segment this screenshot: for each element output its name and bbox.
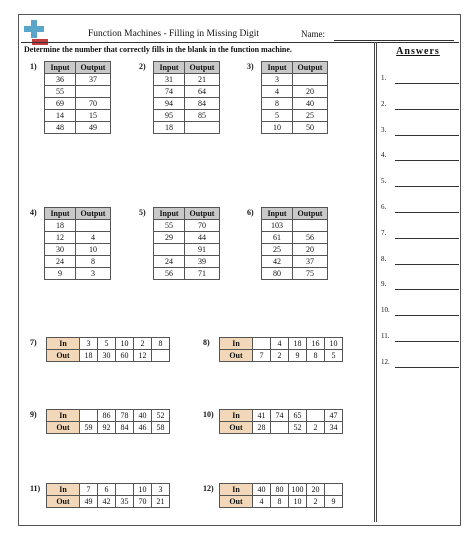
blank-cell[interactable]	[185, 122, 220, 134]
table-cell: 10	[116, 338, 134, 350]
column-header-output: Output	[293, 208, 328, 220]
problem-number: 7)	[30, 338, 37, 347]
function-table	[46, 409, 170, 434]
name-label: Name:	[301, 29, 325, 39]
table-cell: 8	[76, 256, 111, 268]
table-cell: 75	[293, 268, 328, 280]
instructions: Determine the number that correctly fills in the blank in the function machine.	[24, 45, 292, 54]
table-cell: 8	[307, 350, 325, 362]
column-header-input: Input	[45, 62, 76, 74]
column-header-input: Input	[45, 208, 76, 220]
table-row-in	[220, 338, 343, 350]
table-row	[154, 244, 220, 256]
table-cell: 65	[289, 410, 307, 422]
answer-blank[interactable]	[395, 212, 459, 213]
problem-number: 6)	[247, 208, 254, 217]
table-cell: 21	[152, 496, 170, 508]
table-cell: 86	[98, 410, 116, 422]
table-cell: 3	[76, 268, 111, 280]
answer-number: 7.	[381, 228, 387, 237]
problem-number: 10)	[203, 410, 214, 419]
table-cell: 35	[116, 496, 134, 508]
table-cell: 3	[80, 338, 98, 350]
table-cell: 60	[116, 350, 134, 362]
table-row	[262, 220, 328, 232]
answer-number: 9.	[381, 280, 387, 289]
table-cell: 2	[271, 350, 289, 362]
table-cell: 95	[154, 110, 185, 122]
row-header-out: Out	[220, 422, 253, 434]
table-cell: 10	[76, 244, 111, 256]
table-cell: 3	[152, 484, 170, 496]
column-header-output: Output	[185, 62, 220, 74]
blank-cell[interactable]	[154, 244, 185, 256]
table-row	[262, 232, 328, 244]
table-cell: 80	[271, 484, 289, 496]
table-row	[45, 74, 111, 86]
table-cell: 46	[134, 422, 152, 434]
table-cell: 56	[293, 232, 328, 244]
table-cell: 9	[289, 350, 307, 362]
table-cell: 34	[325, 422, 343, 434]
answer-line[interactable]	[381, 255, 459, 265]
table-cell: 5	[325, 350, 343, 362]
answer-blank[interactable]	[395, 186, 459, 187]
problem-number: 4)	[30, 208, 37, 217]
row-header-out: Out	[220, 496, 253, 508]
table-cell: 3	[262, 74, 293, 86]
table-cell: 18	[289, 338, 307, 350]
answer-number: 11.	[381, 332, 390, 340]
table-cell: 49	[80, 496, 98, 508]
column-header-input: Input	[262, 208, 293, 220]
table-cell: 10	[262, 122, 293, 134]
problem-number: 9)	[30, 410, 37, 419]
table-cell: 55	[45, 86, 76, 98]
table-cell: 37	[293, 256, 328, 268]
problem-number: 1)	[30, 62, 37, 71]
answer-blank[interactable]	[395, 160, 459, 161]
table-cell: 41	[253, 410, 271, 422]
table-cell: 40	[293, 98, 328, 110]
table-cell: 29	[154, 232, 185, 244]
table-cell: 6	[98, 484, 116, 496]
function-table	[219, 483, 343, 508]
name-line	[334, 40, 454, 41]
function-table	[261, 61, 328, 134]
table-row	[154, 110, 220, 122]
blank-cell[interactable]	[271, 422, 289, 434]
table-cell: 10	[325, 338, 343, 350]
answer-number: 8.	[381, 254, 387, 263]
table-cell: 28	[253, 422, 271, 434]
table-cell: 71	[185, 268, 220, 280]
table-row-out	[47, 350, 170, 362]
table-row	[262, 256, 328, 268]
function-table	[44, 207, 111, 280]
problem-number: 2)	[139, 62, 146, 71]
table-cell: 52	[152, 410, 170, 422]
row-header-out: Out	[47, 350, 80, 362]
table-cell: 42	[98, 496, 116, 508]
table-cell: 74	[154, 86, 185, 98]
table-cell: 103	[262, 220, 293, 232]
answer-number: 1.	[381, 74, 387, 82]
table-row	[262, 86, 328, 98]
table-row-out	[220, 422, 343, 434]
answer-line[interactable]	[381, 280, 459, 290]
table-cell: 25	[262, 244, 293, 256]
answer-number: 6.	[381, 203, 387, 211]
table-cell: 8	[262, 98, 293, 110]
answer-line[interactable]	[381, 306, 459, 316]
table-cell: 39	[185, 256, 220, 268]
problem-number: 3)	[247, 62, 254, 71]
blank-cell[interactable]	[76, 220, 111, 232]
table-cell: 12	[45, 232, 76, 244]
table-cell: 2	[307, 496, 325, 508]
header-rule	[21, 42, 459, 43]
table-row-out	[220, 496, 343, 508]
table-row	[45, 98, 111, 110]
table-cell: 47	[325, 410, 343, 422]
table-cell: 40	[134, 410, 152, 422]
table-cell: 7	[80, 484, 98, 496]
answer-number: 3.	[381, 125, 387, 134]
table-row	[154, 256, 220, 268]
row-header-out: Out	[47, 422, 80, 434]
blank-cell[interactable]	[293, 220, 328, 232]
answer-line[interactable]	[381, 126, 459, 136]
table-cell: 5	[262, 110, 293, 122]
table-cell: 31	[154, 74, 185, 86]
column-header-input: Input	[154, 62, 185, 74]
table-row	[262, 268, 328, 280]
table-row-in	[220, 484, 343, 496]
function-table	[44, 61, 111, 134]
table-row	[262, 110, 328, 122]
table-row-in	[220, 410, 343, 422]
table-row	[154, 232, 220, 244]
table-cell: 9	[325, 496, 343, 508]
table-cell: 36	[45, 74, 76, 86]
function-table	[261, 207, 328, 280]
table-cell: 9	[45, 268, 76, 280]
blank-cell[interactable]	[80, 410, 98, 422]
problem-number: 12)	[203, 484, 214, 493]
row-header-in: In	[220, 410, 253, 422]
table-cell: 49	[76, 122, 111, 134]
table-cell: 70	[76, 98, 111, 110]
answer-blank[interactable]	[395, 264, 459, 265]
blank-cell[interactable]	[76, 86, 111, 98]
function-table	[153, 207, 220, 280]
answer-number: 5.	[381, 177, 387, 186]
table-cell: 21	[185, 74, 220, 86]
table-cell: 100	[289, 484, 307, 496]
table-cell: 78	[116, 410, 134, 422]
table-cell: 44	[185, 232, 220, 244]
table-row	[262, 98, 328, 110]
table-cell: 5	[98, 338, 116, 350]
blank-cell[interactable]	[253, 338, 271, 350]
table-row-in	[47, 338, 170, 350]
column-header-input: Input	[154, 208, 185, 220]
table-cell: 18	[45, 220, 76, 232]
answer-blank[interactable]	[395, 109, 459, 110]
function-table	[153, 61, 220, 134]
answer-blank[interactable]	[395, 238, 459, 239]
row-header-in: In	[220, 484, 253, 496]
answer-number: 10.	[381, 306, 390, 315]
function-table	[219, 409, 343, 434]
answer-line[interactable]	[381, 151, 459, 161]
table-cell: 7	[253, 350, 271, 362]
answer-blank[interactable]	[395, 341, 459, 342]
table-cell: 18	[154, 122, 185, 134]
function-table	[46, 337, 170, 362]
table-row	[45, 86, 111, 98]
answer-number: 4.	[381, 151, 387, 160]
table-cell: 24	[154, 256, 185, 268]
table-cell: 92	[98, 422, 116, 434]
table-cell: 55	[154, 220, 185, 232]
table-cell: 10	[134, 484, 152, 496]
table-row	[45, 220, 111, 232]
answer-blank[interactable]	[395, 367, 459, 368]
table-row	[154, 220, 220, 232]
table-cell: 10	[289, 496, 307, 508]
table-cell: 58	[152, 422, 170, 434]
row-header-out: Out	[220, 350, 253, 362]
table-row	[262, 74, 328, 86]
table-row-out	[220, 350, 343, 362]
table-cell: 24	[45, 256, 76, 268]
problem-number: 8)	[203, 338, 210, 347]
table-row-in	[47, 484, 170, 496]
table-cell: 70	[134, 496, 152, 508]
answer-line[interactable]	[381, 100, 459, 110]
blank-cell[interactable]	[307, 410, 325, 422]
table-row	[154, 268, 220, 280]
table-cell: 52	[289, 422, 307, 434]
worksheet-title: Function Machines - Filling in Missing Digit	[88, 29, 260, 39]
column-header-output: Output	[76, 62, 111, 74]
table-row-in	[47, 410, 170, 422]
table-cell: 42	[262, 256, 293, 268]
row-header-in: In	[47, 338, 80, 350]
problem-number: 5)	[139, 208, 146, 217]
table-cell: 84	[185, 98, 220, 110]
table-cell: 61	[262, 232, 293, 244]
table-cell: 2	[134, 338, 152, 350]
answer-line[interactable]	[381, 203, 459, 213]
answer-blank[interactable]	[395, 315, 459, 316]
table-cell: 8	[152, 338, 170, 350]
column-header-output: Output	[76, 208, 111, 220]
table-row	[45, 256, 111, 268]
table-cell: 74	[271, 410, 289, 422]
table-cell: 25	[293, 110, 328, 122]
table-row-out	[47, 496, 170, 508]
blank-cell[interactable]	[325, 484, 343, 496]
table-cell: 59	[80, 422, 98, 434]
blank-cell[interactable]	[293, 74, 328, 86]
answers-divider	[374, 42, 377, 522]
row-header-out: Out	[47, 496, 80, 508]
table-row	[262, 244, 328, 256]
blank-cell[interactable]	[116, 484, 134, 496]
table-row	[45, 232, 111, 244]
answer-line[interactable]	[381, 74, 459, 84]
table-cell: 15	[76, 110, 111, 122]
table-cell: 91	[185, 244, 220, 256]
table-cell: 20	[293, 86, 328, 98]
table-cell: 50	[293, 122, 328, 134]
table-cell: 85	[185, 110, 220, 122]
table-row	[45, 244, 111, 256]
table-cell: 69	[45, 98, 76, 110]
table-cell: 84	[116, 422, 134, 434]
table-cell: 30	[98, 350, 116, 362]
blank-cell[interactable]	[152, 350, 170, 362]
function-table	[46, 483, 170, 508]
answer-blank[interactable]	[395, 135, 459, 136]
table-cell: 14	[45, 110, 76, 122]
table-cell: 20	[293, 244, 328, 256]
answer-line[interactable]	[381, 177, 459, 187]
table-row	[154, 98, 220, 110]
table-cell: 30	[45, 244, 76, 256]
table-row	[262, 122, 328, 134]
table-cell: 20	[307, 484, 325, 496]
table-cell: 94	[154, 98, 185, 110]
table-row	[154, 74, 220, 86]
column-header-input: Input	[262, 62, 293, 74]
table-cell: 4	[262, 86, 293, 98]
answer-line[interactable]	[381, 332, 459, 342]
table-cell: 40	[253, 484, 271, 496]
table-cell: 18	[80, 350, 98, 362]
table-row	[45, 110, 111, 122]
table-cell: 2	[307, 422, 325, 434]
answer-number: 2.	[381, 99, 387, 108]
table-cell: 48	[45, 122, 76, 134]
table-cell: 16	[307, 338, 325, 350]
table-row	[45, 122, 111, 134]
table-row-out	[47, 422, 170, 434]
table-cell: 4	[271, 338, 289, 350]
table-row	[45, 268, 111, 280]
answers-title: Answers	[396, 46, 440, 57]
table-cell: 64	[185, 86, 220, 98]
answer-line[interactable]	[381, 358, 459, 368]
answer-line[interactable]	[381, 229, 459, 239]
table-row	[154, 86, 220, 98]
answer-blank[interactable]	[395, 289, 459, 290]
row-header-in: In	[220, 338, 253, 350]
table-cell: 4	[76, 232, 111, 244]
table-cell: 80	[262, 268, 293, 280]
row-header-in: In	[47, 484, 80, 496]
table-cell: 70	[185, 220, 220, 232]
table-cell: 12	[134, 350, 152, 362]
answer-blank[interactable]	[395, 83, 459, 84]
table-cell: 56	[154, 268, 185, 280]
column-header-output: Output	[293, 62, 328, 74]
table-cell: 37	[76, 74, 111, 86]
answer-number: 12.	[381, 357, 390, 366]
function-table	[219, 337, 343, 362]
row-header-in: In	[47, 410, 80, 422]
table-cell: 4	[253, 496, 271, 508]
problem-number: 11)	[30, 484, 41, 493]
table-row	[154, 122, 220, 134]
column-header-output: Output	[185, 208, 220, 220]
table-cell: 8	[271, 496, 289, 508]
